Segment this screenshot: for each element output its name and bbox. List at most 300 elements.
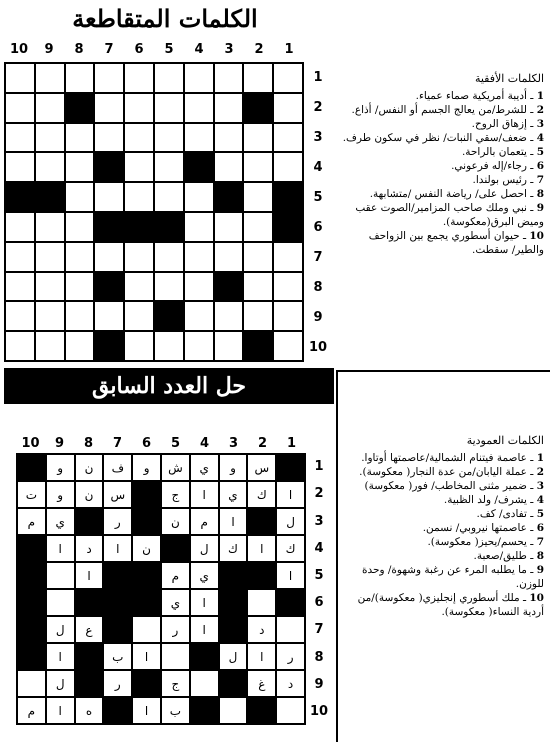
black-cell bbox=[247, 562, 276, 589]
solution-cell: ج bbox=[161, 481, 190, 508]
black-cell bbox=[243, 331, 273, 361]
puzzle-cell[interactable] bbox=[243, 272, 273, 302]
puzzle-cell[interactable] bbox=[65, 63, 95, 93]
previous-solution-banner: حل العدد السابق bbox=[4, 368, 334, 404]
puzzle-cell[interactable] bbox=[65, 182, 95, 212]
column-number: 4 bbox=[199, 436, 210, 451]
solution-cell: م bbox=[17, 508, 46, 535]
row-number: 6 bbox=[313, 219, 323, 235]
solution-cell: ي bbox=[219, 481, 248, 508]
black-cell bbox=[5, 182, 35, 212]
puzzle-cell[interactable] bbox=[35, 242, 65, 272]
column-number: 9 bbox=[44, 42, 54, 57]
solution-cell: ن bbox=[75, 481, 104, 508]
solution-cell: ل bbox=[46, 616, 75, 643]
column-number: 1 bbox=[284, 42, 294, 57]
clue-number: 2 bbox=[536, 104, 544, 116]
black-cell bbox=[75, 643, 104, 670]
solution-cell: ج bbox=[161, 670, 190, 697]
black-cell bbox=[17, 643, 46, 670]
puzzle-cell[interactable] bbox=[243, 242, 273, 272]
puzzle-cell[interactable] bbox=[65, 123, 95, 153]
solution-cell: ا bbox=[46, 643, 75, 670]
solution-cell: د bbox=[276, 670, 305, 697]
solution-cell: ا bbox=[190, 616, 219, 643]
black-cell bbox=[219, 562, 248, 589]
black-cell bbox=[190, 643, 219, 670]
puzzle-cell[interactable] bbox=[35, 272, 65, 302]
puzzle-cell[interactable] bbox=[184, 63, 214, 93]
black-cell bbox=[17, 454, 46, 481]
black-cell bbox=[94, 331, 124, 361]
solution-cell: ن bbox=[75, 454, 104, 481]
black-cell bbox=[219, 670, 248, 697]
black-cell bbox=[17, 589, 46, 616]
puzzle-cell[interactable] bbox=[243, 152, 273, 182]
solution-cell bbox=[46, 589, 75, 616]
solution-row-numbers bbox=[306, 453, 332, 725]
clue-item: 4 ـ ضعف/سقي النبات/ نظر في سكون طرف. bbox=[342, 132, 544, 144]
solution-cell: ا bbox=[247, 535, 276, 562]
puzzle-cell[interactable] bbox=[94, 182, 124, 212]
puzzle-cell[interactable] bbox=[273, 242, 303, 272]
puzzle-cell[interactable] bbox=[243, 123, 273, 153]
puzzle-cell[interactable] bbox=[243, 301, 273, 331]
solution-cell: ر bbox=[276, 643, 305, 670]
black-cell bbox=[132, 481, 161, 508]
puzzle-cell[interactable] bbox=[35, 152, 65, 182]
solution-cell bbox=[132, 616, 161, 643]
clue-number: 5 bbox=[536, 508, 544, 520]
puzzle-cell[interactable] bbox=[214, 123, 244, 153]
clue-number: 5 bbox=[536, 146, 544, 158]
clue-number: 7 bbox=[536, 536, 544, 548]
row-number: 3 bbox=[313, 129, 323, 145]
row-number: 5 bbox=[313, 189, 323, 205]
across-header: الكلمات الأفقية bbox=[474, 72, 544, 85]
clue-item: 2 ـ عملة اليابان/من عدة النجار( معكوسة). bbox=[359, 466, 544, 478]
solution-cell: ن bbox=[161, 508, 190, 535]
clue-text: احصل على/ رياضة النفس /متشابهة. bbox=[369, 188, 527, 200]
column-number: 1 bbox=[286, 436, 297, 451]
solution-cell: س bbox=[103, 481, 132, 508]
puzzle-cell[interactable] bbox=[273, 93, 303, 123]
row-number: 10 bbox=[308, 339, 328, 355]
column-number: 6 bbox=[134, 42, 144, 57]
clue-text: إزهاق الروح. bbox=[471, 118, 527, 130]
clue-item: 4 ـ يشرف/ ولد الظبية. bbox=[443, 494, 544, 506]
black-cell bbox=[276, 454, 305, 481]
solution-cell bbox=[247, 589, 276, 616]
puzzle-cell[interactable] bbox=[184, 331, 214, 361]
clue-item: 2 ـ للشرط/من يعالج الجسم أو النفس/ أذاع. bbox=[351, 104, 544, 116]
solution-cell: م bbox=[190, 508, 219, 535]
solution-cell: ي bbox=[190, 454, 219, 481]
black-cell bbox=[75, 670, 104, 697]
column-number: 9 bbox=[54, 436, 65, 451]
solution-cell: ي bbox=[190, 562, 219, 589]
black-cell bbox=[247, 508, 276, 535]
black-cell bbox=[214, 182, 244, 212]
divider bbox=[336, 370, 550, 372]
puzzle-cell[interactable] bbox=[214, 63, 244, 93]
clue-item: 7 ـ رئيس بولندا. bbox=[472, 174, 544, 186]
column-number: 5 bbox=[164, 42, 174, 57]
clue-number: 6 bbox=[536, 522, 544, 534]
solution-cell: م bbox=[17, 697, 46, 724]
puzzle-cell[interactable] bbox=[154, 123, 184, 153]
row-number: 1 bbox=[314, 459, 324, 475]
puzzle-cell[interactable] bbox=[124, 123, 154, 153]
solution-cell: ك bbox=[276, 535, 305, 562]
clue-number: 4 bbox=[536, 494, 544, 506]
solution-cell: س bbox=[247, 454, 276, 481]
solution-cell bbox=[190, 670, 219, 697]
clue-text: حيوان أسطوري يجمع بين الزواحف والطير/ سقطت. bbox=[368, 230, 544, 256]
clue-item: 8 ـ احصل على/ رياضة النفس /متشابهة. bbox=[369, 188, 544, 200]
black-cell bbox=[17, 616, 46, 643]
clue-text: ما يطلبه المرء عن رغبة وشهوة/ وحدة للوزن. bbox=[361, 564, 544, 590]
puzzle-cell[interactable] bbox=[35, 301, 65, 331]
puzzle-cell[interactable] bbox=[94, 123, 124, 153]
black-cell bbox=[132, 508, 161, 535]
solution-cell: ف bbox=[103, 454, 132, 481]
black-cell bbox=[161, 535, 190, 562]
puzzle-cell[interactable] bbox=[35, 331, 65, 361]
solution-cell: ي bbox=[161, 589, 190, 616]
solution-cell: ا bbox=[190, 481, 219, 508]
puzzle-cell[interactable] bbox=[243, 212, 273, 242]
solution-cell: و bbox=[132, 454, 161, 481]
clue-number: 1 bbox=[536, 452, 544, 464]
puzzle-cell[interactable] bbox=[214, 93, 244, 123]
clue-item: 5 ـ يتعمان بالراحة. bbox=[461, 146, 544, 158]
clue-item: 9 ـ ما يطلبه المرء عن رغبة وشهوة/ وحدة للوزن. bbox=[361, 564, 544, 590]
solution-cell: ه bbox=[75, 697, 104, 724]
solution-cell: ي bbox=[46, 508, 75, 535]
clue-text: عاصمة فيتنام الشمالية/عاصمتها أوتاوا. bbox=[361, 452, 527, 464]
black-cell bbox=[94, 272, 124, 302]
column-number: 3 bbox=[228, 436, 239, 451]
column-number: 7 bbox=[112, 436, 123, 451]
black-cell bbox=[219, 616, 248, 643]
row-number: 1 bbox=[313, 69, 323, 85]
clue-number: 9 bbox=[536, 564, 544, 576]
clue-text: للشرط/من يعالج الجسم أو النفس/ أذاع. bbox=[351, 104, 527, 116]
solution-cell: ل bbox=[219, 643, 248, 670]
black-cell bbox=[273, 212, 303, 242]
solution-cell bbox=[46, 562, 75, 589]
clue-item: 9 ـ نبي وملك صاحب المزامير/الصوت عقب وميض البرق(معكوسة). bbox=[355, 202, 544, 228]
solution-cell bbox=[276, 697, 305, 724]
puzzle-cell[interactable] bbox=[273, 331, 303, 361]
solution-cell: ل bbox=[46, 670, 75, 697]
puzzle-cell[interactable] bbox=[184, 182, 214, 212]
solution-cell bbox=[276, 616, 305, 643]
column-number: 10 bbox=[21, 436, 40, 451]
solution-cell: ا bbox=[219, 508, 248, 535]
puzzle-cell[interactable] bbox=[65, 152, 95, 182]
solution-cell: د bbox=[75, 535, 104, 562]
row-number: 4 bbox=[314, 540, 324, 556]
black-cell bbox=[132, 670, 161, 697]
black-cell bbox=[190, 697, 219, 724]
black-cell bbox=[17, 562, 46, 589]
clue-item: 6 ـ رجاء/إله فرعوني. bbox=[451, 160, 544, 172]
clue-item: 1 ـ عاصمة فيتنام الشمالية/عاصمتها أوتاوا. bbox=[361, 452, 544, 464]
clue-item: 3 ـ ضمير مثنى المخاطب/ فور( معكوسة) bbox=[364, 480, 544, 492]
row-number: 9 bbox=[314, 676, 324, 692]
solution-cell: ن bbox=[132, 535, 161, 562]
puzzle-cell[interactable] bbox=[154, 182, 184, 212]
clue-number: 2 bbox=[536, 466, 544, 478]
black-cell bbox=[103, 616, 132, 643]
solution-cell: ل bbox=[276, 508, 305, 535]
across-clues-panel bbox=[340, 72, 544, 257]
black-cell bbox=[276, 589, 305, 616]
row-number: 10 bbox=[309, 703, 329, 719]
puzzle-cell[interactable] bbox=[124, 182, 154, 212]
puzzle-cell[interactable] bbox=[65, 272, 95, 302]
solution-column-numbers bbox=[16, 436, 306, 452]
puzzle-cell[interactable] bbox=[5, 93, 35, 123]
puzzle-cell[interactable] bbox=[273, 301, 303, 331]
row-number: 5 bbox=[314, 567, 324, 583]
clue-text: ضعف/سقي النبات/ نظر في سكون طرف. bbox=[342, 132, 527, 144]
column-number: 6 bbox=[141, 436, 152, 451]
puzzle-cell[interactable] bbox=[5, 123, 35, 153]
clue-text: يشرف/ ولد الظبية. bbox=[443, 494, 527, 506]
black-cell bbox=[103, 562, 132, 589]
puzzle-cell[interactable] bbox=[214, 242, 244, 272]
solution-cell: ر bbox=[103, 508, 132, 535]
solution-cell: ر bbox=[161, 616, 190, 643]
column-number: 2 bbox=[257, 436, 268, 451]
puzzle-cell[interactable] bbox=[184, 93, 214, 123]
clue-text: يتعمان بالراحة. bbox=[461, 146, 527, 158]
puzzle-cell[interactable] bbox=[184, 212, 214, 242]
puzzle-cell[interactable] bbox=[184, 301, 214, 331]
row-number: 3 bbox=[314, 513, 324, 529]
solution-cell: ا bbox=[103, 535, 132, 562]
solution-cell bbox=[17, 670, 46, 697]
column-number: 2 bbox=[254, 42, 264, 57]
column-number: 4 bbox=[194, 42, 204, 57]
solution-cell: م bbox=[161, 562, 190, 589]
puzzle-cell[interactable] bbox=[124, 242, 154, 272]
solution-cell: ا bbox=[276, 481, 305, 508]
puzzle-cell[interactable] bbox=[273, 272, 303, 302]
clue-number: 3 bbox=[536, 480, 544, 492]
clue-number: 9 bbox=[536, 202, 544, 214]
puzzle-grid[interactable] bbox=[4, 62, 304, 362]
solution-cell: و bbox=[219, 454, 248, 481]
clue-text: يحسم/يحيز( معكوسة). bbox=[427, 536, 527, 548]
solution-cell: ا bbox=[46, 697, 75, 724]
puzzle-cell[interactable] bbox=[273, 152, 303, 182]
solution-cell: ب bbox=[161, 697, 190, 724]
black-cell bbox=[154, 301, 184, 331]
puzzle-cell[interactable] bbox=[184, 123, 214, 153]
solution-cell: د bbox=[247, 616, 276, 643]
clue-item: 7 ـ يحسم/يحيز( معكوسة). bbox=[427, 536, 544, 548]
puzzle-cell[interactable] bbox=[35, 63, 65, 93]
black-cell bbox=[94, 152, 124, 182]
puzzle-cell[interactable] bbox=[35, 212, 65, 242]
solution-grid bbox=[16, 453, 306, 725]
clue-text: ضمير مثنى المخاطب/ فور( معكوسة) bbox=[364, 480, 527, 492]
divider bbox=[336, 372, 338, 742]
puzzle-cell[interactable] bbox=[184, 242, 214, 272]
puzzle-cell[interactable] bbox=[5, 63, 35, 93]
black-cell bbox=[103, 697, 132, 724]
solution-cell: ع bbox=[75, 616, 104, 643]
solution-cell: ل bbox=[190, 535, 219, 562]
row-number: 2 bbox=[314, 486, 324, 502]
puzzle-cell[interactable] bbox=[214, 301, 244, 331]
solution-cell: ا bbox=[75, 562, 104, 589]
column-number: 3 bbox=[224, 42, 234, 57]
puzzle-cell[interactable] bbox=[124, 301, 154, 331]
clue-number: 10 bbox=[529, 592, 544, 604]
puzzle-cell[interactable] bbox=[5, 212, 35, 242]
row-number: 7 bbox=[314, 622, 324, 638]
row-number: 8 bbox=[313, 279, 323, 295]
clue-item: 6 ـ عاصمتها نيروبي/ نسمن. bbox=[422, 522, 544, 534]
row-number: 4 bbox=[313, 159, 323, 175]
puzzle-cell[interactable] bbox=[154, 242, 184, 272]
row-number: 2 bbox=[313, 99, 323, 115]
black-cell bbox=[75, 508, 104, 535]
black-cell bbox=[124, 212, 154, 242]
puzzle-cell[interactable] bbox=[184, 272, 214, 302]
solution-cell: ش bbox=[161, 454, 190, 481]
solution-cell: ا bbox=[190, 589, 219, 616]
clue-text: تفادى/ كف. bbox=[476, 508, 527, 520]
clue-item: 8 ـ طليق/صعبة. bbox=[473, 550, 544, 562]
puzzle-cell[interactable] bbox=[35, 93, 65, 123]
puzzle-cell[interactable] bbox=[5, 152, 35, 182]
clue-item: 5 ـ تفادى/ كف. bbox=[476, 508, 544, 520]
black-cell bbox=[214, 272, 244, 302]
clue-item: 10 ـ حيوان أسطوري يجمع بين الزواحف والطير/ سقطت. bbox=[368, 230, 544, 256]
clue-number: 3 bbox=[536, 118, 544, 130]
solution-cell: غ bbox=[247, 670, 276, 697]
puzzle-cell[interactable] bbox=[243, 182, 273, 212]
puzzle-cell[interactable] bbox=[273, 123, 303, 153]
solution-cell: ك bbox=[247, 481, 276, 508]
row-number: 6 bbox=[314, 595, 324, 611]
black-cell bbox=[273, 182, 303, 212]
puzzle-cell[interactable] bbox=[214, 152, 244, 182]
puzzle-cell[interactable] bbox=[154, 93, 184, 123]
puzzle-cell[interactable] bbox=[273, 63, 303, 93]
clue-text: عملة اليابان/من عدة النجار( معكوسة). bbox=[359, 466, 527, 478]
puzzle-cell[interactable] bbox=[5, 331, 35, 361]
puzzle-cell[interactable] bbox=[65, 301, 95, 331]
puzzle-cell[interactable] bbox=[5, 272, 35, 302]
puzzle-cell[interactable] bbox=[65, 242, 95, 272]
clue-text: ملك أسطوري إنجليزي( معكوسة)/من أردية النساء( معكوسة). bbox=[357, 592, 544, 618]
clue-text: نبي وملك صاحب المزامير/الصوت عقب وميض البرق(معكوسة). bbox=[355, 202, 544, 228]
solution-cell: و bbox=[46, 454, 75, 481]
clue-text: عاصمتها نيروبي/ نسمن. bbox=[422, 522, 527, 534]
puzzle-cell[interactable] bbox=[214, 212, 244, 242]
solution-cell: ا bbox=[132, 643, 161, 670]
solution-cell: ا bbox=[46, 535, 75, 562]
puzzle-cell[interactable] bbox=[65, 331, 95, 361]
clue-number: 6 bbox=[536, 160, 544, 172]
puzzle-cell[interactable] bbox=[35, 123, 65, 153]
puzzle-cell[interactable] bbox=[94, 242, 124, 272]
row-number: 8 bbox=[314, 649, 324, 665]
solution-cell: ا bbox=[132, 697, 161, 724]
solution-cell: ا bbox=[276, 562, 305, 589]
puzzle-cell[interactable] bbox=[124, 331, 154, 361]
puzzle-cell[interactable] bbox=[94, 301, 124, 331]
black-cell bbox=[65, 93, 95, 123]
puzzle-cell[interactable] bbox=[154, 152, 184, 182]
black-cell bbox=[184, 152, 214, 182]
black-cell bbox=[103, 589, 132, 616]
black-cell bbox=[243, 93, 273, 123]
row-number: 7 bbox=[313, 249, 323, 265]
solution-cell bbox=[161, 643, 190, 670]
puzzle-cell[interactable] bbox=[124, 152, 154, 182]
clue-item: 10 ـ ملك أسطوري إنجليزي( معكوسة)/من أردية النساء( معكوسة). bbox=[357, 592, 544, 618]
column-number: 5 bbox=[170, 436, 181, 451]
solution-cell: ت bbox=[17, 481, 46, 508]
clue-number: 1 bbox=[536, 90, 544, 102]
puzzle-column-numbers bbox=[4, 42, 304, 60]
clue-item: 3 ـ إزهاق الروح. bbox=[471, 118, 544, 130]
clue-number: 8 bbox=[536, 550, 544, 562]
puzzle-cell[interactable] bbox=[214, 331, 244, 361]
puzzle-cell[interactable] bbox=[154, 63, 184, 93]
black-cell bbox=[219, 589, 248, 616]
puzzle-cell[interactable] bbox=[5, 242, 35, 272]
black-cell bbox=[17, 535, 46, 562]
column-number: 10 bbox=[9, 42, 29, 57]
page-title: الكلمات المتقاطعة bbox=[72, 4, 258, 33]
puzzle-cell[interactable] bbox=[124, 272, 154, 302]
clue-item: 1 ـ أديبة أمريكية صماء عمياء. bbox=[415, 90, 544, 102]
puzzle-cell[interactable] bbox=[243, 63, 273, 93]
column-number: 7 bbox=[104, 42, 114, 57]
puzzle-cell[interactable] bbox=[65, 212, 95, 242]
solution-cell: ا bbox=[247, 643, 276, 670]
puzzle-cell[interactable] bbox=[94, 93, 124, 123]
puzzle-row-numbers bbox=[306, 62, 330, 362]
puzzle-cell[interactable] bbox=[124, 63, 154, 93]
solution-cell: و bbox=[46, 481, 75, 508]
puzzle-cell[interactable] bbox=[94, 63, 124, 93]
down-header: الكلمات العمودية bbox=[466, 434, 544, 447]
solution-cell: ب bbox=[103, 643, 132, 670]
clue-number: 7 bbox=[536, 174, 544, 186]
black-cell bbox=[35, 182, 65, 212]
black-cell bbox=[94, 212, 124, 242]
black-cell bbox=[75, 589, 104, 616]
clue-number: 8 bbox=[536, 188, 544, 200]
puzzle-cell[interactable] bbox=[154, 272, 184, 302]
solution-cell bbox=[219, 697, 248, 724]
puzzle-cell[interactable] bbox=[124, 93, 154, 123]
down-clues-panel bbox=[342, 434, 544, 619]
puzzle-cell[interactable] bbox=[5, 301, 35, 331]
clue-number: 10 bbox=[529, 230, 544, 242]
puzzle-cell[interactable] bbox=[154, 331, 184, 361]
